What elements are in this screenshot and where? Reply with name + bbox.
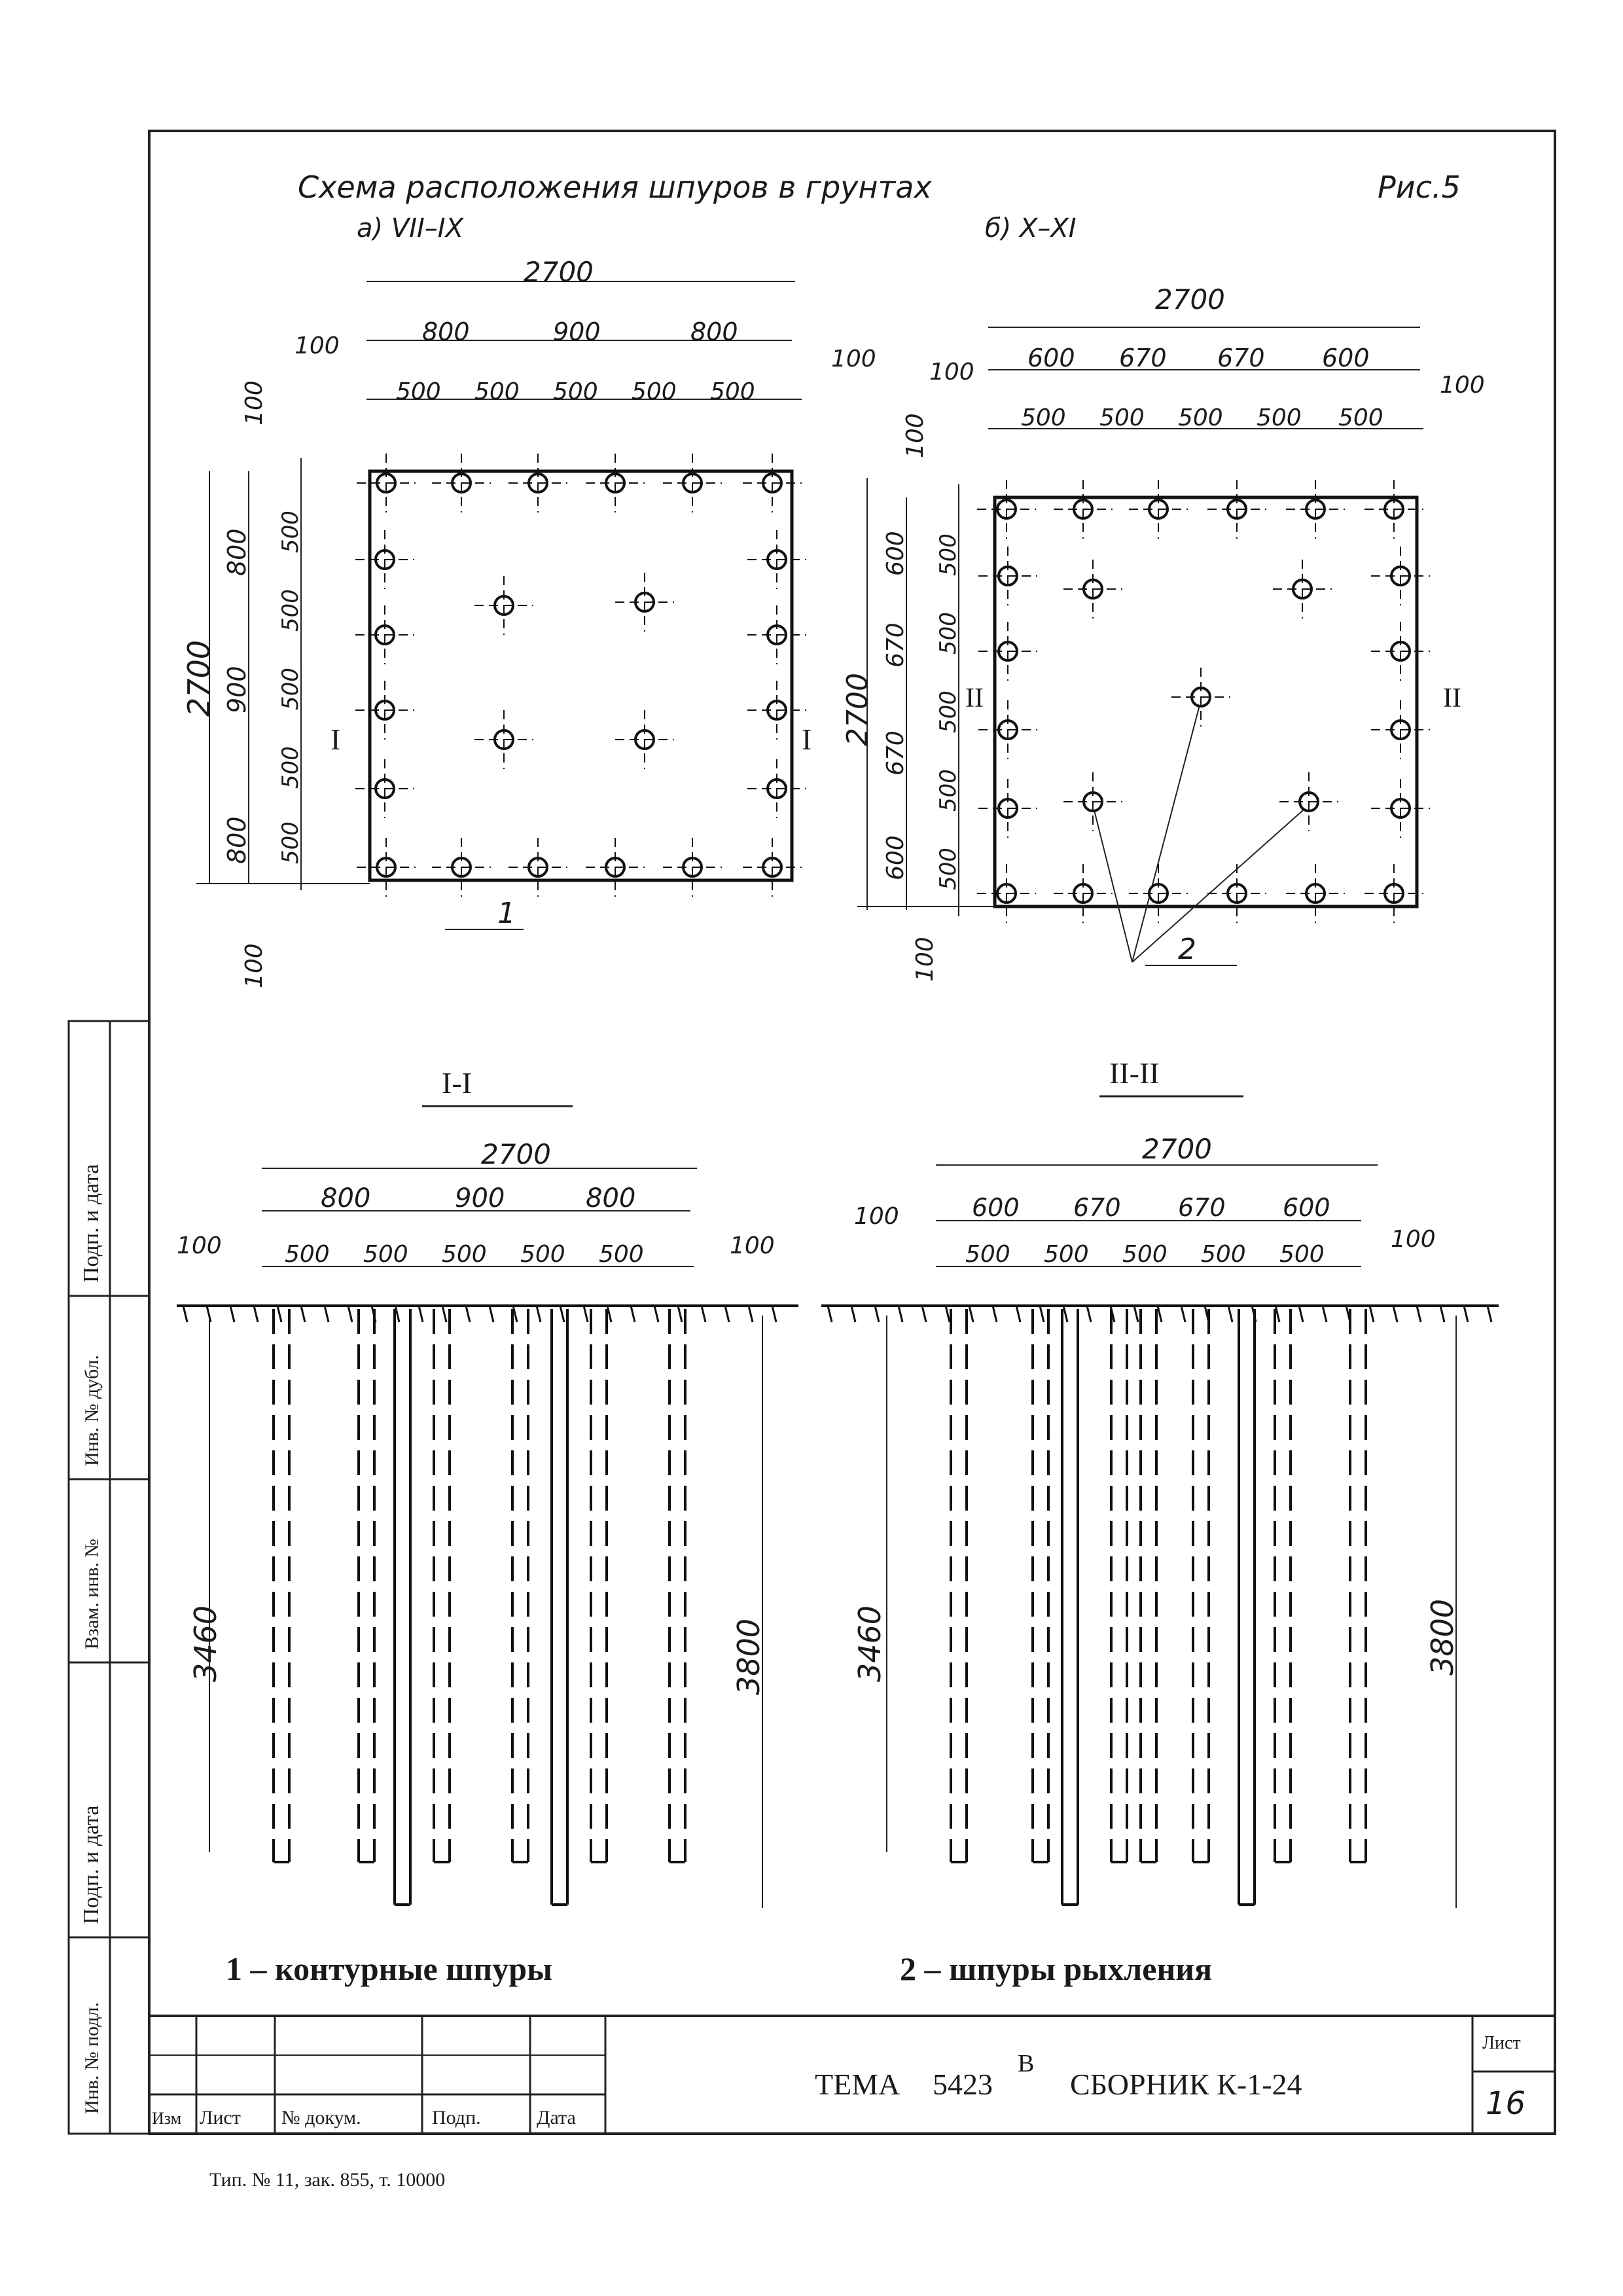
plan-b-contour-hole-left <box>978 779 1037 838</box>
plan-b-contour-hole-left <box>978 622 1037 681</box>
section-a-hole <box>395 1309 410 1905</box>
plan-a-top2-1: 500 <box>474 378 520 405</box>
plan-a-left-overall: 2700 <box>181 639 217 717</box>
plan-a-top2-2: 500 <box>553 378 598 405</box>
plan-a-top2-3: 500 <box>632 378 677 405</box>
ground-hatch-tick <box>851 1306 855 1322</box>
variant-a-label: а) VII–IX <box>357 213 463 243</box>
plan-a-contour-hole-left <box>355 530 414 589</box>
section-a-hole <box>274 1309 289 1862</box>
plan-b-offset-bottom: 100 <box>912 937 938 982</box>
stamp-podp-data-1: Подп. и дата <box>79 1805 103 1924</box>
plan-b-contour-hole-left <box>978 547 1037 605</box>
ground-hatch-tick <box>537 1306 541 1322</box>
plan-b-top2-1: 500 <box>1099 404 1145 431</box>
plan-b-offset-left: 100 <box>929 359 974 386</box>
ground-hatch-tick <box>325 1306 329 1322</box>
ground-hatch-tick <box>772 1306 776 1322</box>
plan-a-contour-hole-right <box>747 759 806 818</box>
plan-b-left2-2: 500 <box>935 691 961 733</box>
section-a-hole <box>591 1309 607 1862</box>
plan-a-contour-hole-right <box>747 530 806 589</box>
ground-hatch-tick <box>1299 1306 1303 1322</box>
plan-a-offset-top: 100 <box>241 380 268 425</box>
plan-a-contour-hole-bottom <box>586 838 645 897</box>
section-b-offset-left: 100 <box>854 1203 899 1230</box>
plan-b-contour-hole-top <box>1207 480 1266 539</box>
ground-hatch-tick <box>725 1306 729 1322</box>
section-b-hole <box>1062 1309 1078 1905</box>
ground-hatch-tick <box>1087 1306 1091 1322</box>
plan-a-loosening-hole <box>474 710 533 769</box>
section-a-depth-long: 3800 <box>731 1618 766 1695</box>
plan-b-left1-2: 670 <box>882 622 909 668</box>
ground-hatch-tick <box>969 1306 973 1322</box>
section-b-hole <box>1239 1309 1255 1905</box>
plan-b-left-overall: 2700 <box>841 673 874 746</box>
section-b <box>821 1056 1499 1908</box>
tb-sheet-no: 16 <box>1486 2085 1526 2122</box>
plan-a-contour-hole-top <box>508 454 567 512</box>
plan-a-contour-hole-left <box>355 759 414 818</box>
ground-hatch-tick <box>993 1306 997 1322</box>
ground-hatch-tick <box>1417 1306 1421 1322</box>
plan-b-contour-hole-top <box>1129 480 1188 539</box>
tb-col-podp: Подп. <box>432 2107 481 2128</box>
stamp-podp-data-2: Подп. и дата <box>79 1164 103 1283</box>
plan-b-loosening-hole <box>1063 560 1122 619</box>
figure-label: Рис.5 <box>1378 170 1461 205</box>
plan-b-contour-hole-left <box>978 700 1037 759</box>
plan-a-contour-hole-top <box>432 454 491 512</box>
section-a-row2-0: 500 <box>285 1241 330 1268</box>
section-a-row1-2: 800 <box>586 1183 636 1213</box>
ground-hatch-tick <box>1181 1306 1185 1322</box>
section-b-offset-right: 100 <box>1391 1226 1436 1253</box>
plan-a-top1-0: 800 <box>422 317 470 346</box>
diagram-title: Схема расположения шпуров в грунтах <box>298 170 932 205</box>
plan-b-contour-hole-right <box>1371 700 1430 759</box>
plan-b-contour-hole-bottom <box>1364 864 1423 923</box>
plan-b-top2-2: 500 <box>1178 404 1223 431</box>
ground-hatch-tick <box>1040 1306 1044 1322</box>
plan-a-callout: 1 <box>497 897 516 930</box>
plan-b-contour-hole-right <box>1371 622 1430 681</box>
section-a-row2-4: 500 <box>599 1241 644 1268</box>
section-a-row1-0: 800 <box>321 1183 371 1213</box>
plan-a-contour-hole-right <box>747 681 806 740</box>
section-a-row2-1: 500 <box>363 1241 408 1268</box>
legend-loosening-holes: 2 – шпуры рыхления <box>900 1950 1213 1987</box>
ground-hatch-tick <box>749 1306 753 1322</box>
plan-a-contour-hole-bottom <box>663 838 722 897</box>
section-b-row2-3: 500 <box>1201 1241 1246 1268</box>
print-footer: Тип. № 11, зак. 855, т. 10000 <box>209 2169 446 2191</box>
section-b-overall: 2700 <box>1142 1133 1212 1165</box>
section-a-hole <box>434 1309 450 1862</box>
plan-a-contour-hole-left <box>355 605 414 664</box>
plan-a-contour-hole-right <box>747 605 806 664</box>
tb-number: 5423 <box>933 2068 993 2101</box>
section-a-offset-right: 100 <box>730 1232 775 1259</box>
section-a-depth-short: 3460 <box>188 1605 223 1682</box>
plan-b-contour-hole-bottom <box>1207 864 1266 923</box>
section-a-overall: 2700 <box>481 1138 551 1170</box>
section-a-hole <box>512 1309 528 1862</box>
plan-a-top2-0: 500 <box>396 378 441 405</box>
ground-hatch-tick <box>348 1306 352 1322</box>
section-b-hole <box>1275 1309 1291 1862</box>
plan-b-loosening-hole <box>1063 772 1122 831</box>
section-a-row1-1: 900 <box>455 1183 505 1213</box>
variant-b-label: б) X–XI <box>985 213 1077 243</box>
ground-hatch-tick <box>183 1306 187 1322</box>
plan-b-left2-0: 500 <box>935 848 961 890</box>
plan-b-left1-1: 670 <box>882 730 909 776</box>
section-a-hole <box>359 1309 374 1862</box>
section-b-row2-1: 500 <box>1044 1241 1089 1268</box>
ground-hatch-tick <box>922 1306 926 1322</box>
ground-hatch-tick <box>1323 1306 1327 1322</box>
plan-b-top1-0: 600 <box>1027 344 1075 372</box>
plan-a-left2-0: 500 <box>277 821 304 864</box>
ground-hatch-tick <box>1393 1306 1397 1322</box>
ground-hatch-tick <box>560 1306 564 1322</box>
plan-a-section-mark-right: I <box>802 723 812 756</box>
tb-col-doc: № докум. <box>281 2107 361 2128</box>
section-b-row1-3: 600 <box>1283 1193 1330 1222</box>
plan-a-contour-hole-bottom <box>432 838 491 897</box>
plan-b-loosening-hole <box>1279 772 1338 831</box>
ground-hatch-tick <box>899 1306 902 1322</box>
plan-a-left1-1: 900 <box>223 666 251 713</box>
plan-a-contour-hole-bottom <box>508 838 567 897</box>
plan-b <box>841 283 1485 982</box>
ground-hatch-tick <box>631 1306 635 1322</box>
plan-b-left2-4: 500 <box>935 533 961 576</box>
section-a-row2-2: 500 <box>442 1241 487 1268</box>
ground-hatch-tick <box>946 1306 950 1322</box>
ground-hatch-tick <box>277 1306 281 1322</box>
section-a-hole <box>669 1309 685 1862</box>
plan-b-top1-2: 670 <box>1217 344 1265 372</box>
section-a-row2-3: 500 <box>520 1241 565 1268</box>
tb-col-data: Дата <box>537 2107 576 2128</box>
plan-b-left2-3: 500 <box>935 612 961 655</box>
stamp-inv-dubl: Инв. № дубл. <box>81 1355 103 1466</box>
ground-hatch-tick <box>419 1306 423 1322</box>
ground-hatch-tick <box>828 1306 832 1322</box>
plan-a-left2-2: 500 <box>277 668 304 710</box>
plan-a-top2-4: 500 <box>710 378 755 405</box>
plan-a-contour-hole-top <box>586 454 645 512</box>
ground-hatch-tick <box>490 1306 493 1322</box>
section-b-hole <box>1111 1309 1127 1862</box>
plan-b-top2-0: 500 <box>1021 404 1066 431</box>
plan-a-left2-3: 500 <box>277 589 304 632</box>
ground-hatch-tick <box>254 1306 258 1322</box>
plan-b-left2-1: 500 <box>935 769 961 812</box>
plan-a-contour-hole-left <box>355 681 414 740</box>
ground-hatch-tick <box>702 1306 705 1322</box>
title-block <box>149 2016 1555 2134</box>
plan-a-offset-left: 100 <box>294 332 340 359</box>
ground-hatch-tick <box>1464 1306 1468 1322</box>
tb-sheet-label: Лист <box>1482 2033 1521 2053</box>
ground-hatch-tick <box>301 1306 305 1322</box>
plan-b-contour-hole-top <box>977 480 1036 539</box>
section-a-hole <box>552 1309 567 1905</box>
plan-a-loosening-hole <box>615 573 674 632</box>
plan-b-contour-hole-bottom <box>977 864 1036 923</box>
plan-b-section-mark-left: II <box>965 683 984 713</box>
plan-b-left1-0: 600 <box>882 835 909 880</box>
drawing-frame <box>149 131 1555 2134</box>
ground-hatch-tick <box>654 1306 658 1322</box>
plan-a-loosening-hole <box>474 576 533 635</box>
section-b-depth-long: 3800 <box>1425 1598 1460 1676</box>
plan-b-overall: 2700 <box>1155 283 1225 315</box>
ground-hatch-tick <box>1488 1306 1491 1322</box>
plan-a <box>181 256 876 988</box>
section-b-hole <box>951 1309 967 1862</box>
ground-hatch-tick <box>1370 1306 1374 1322</box>
section-b-row1-2: 670 <box>1178 1193 1226 1222</box>
plan-b-callout: 2 <box>1178 933 1196 966</box>
section-b-title: II-II <box>1109 1056 1160 1090</box>
plan-a-top1-1: 900 <box>553 317 601 346</box>
plan-b-loosening-hole <box>1273 560 1332 619</box>
plan-b-contour-hole-bottom <box>1129 864 1188 923</box>
plan-b-top2-3: 500 <box>1257 404 1302 431</box>
ground-hatch-tick <box>1016 1306 1020 1322</box>
ground-hatch-tick <box>584 1306 588 1322</box>
plan-a-left1-2: 800 <box>223 528 251 576</box>
plan-a-contour-hole-top <box>357 454 416 512</box>
plan-b-contour-hole-top <box>1364 480 1423 539</box>
plan-a-contour-hole-top <box>663 454 722 512</box>
plan-b-offset-top: 100 <box>902 413 929 458</box>
legend-contour-holes: 1 – контурные шпуры <box>226 1950 553 1987</box>
plan-a-top1-2: 800 <box>690 317 738 346</box>
tb-col-izm: Изм <box>152 2109 182 2128</box>
tb-collection: СБОРНИК К-1-24 <box>1070 2068 1302 2101</box>
plan-a-left2-4: 500 <box>277 511 304 553</box>
ground-hatch-tick <box>1063 1306 1067 1322</box>
ground-hatch-tick <box>442 1306 446 1322</box>
plan-b-top1-3: 600 <box>1322 344 1370 372</box>
ground-hatch-tick <box>466 1306 470 1322</box>
plan-a-left1-0: 800 <box>223 816 251 864</box>
plan-b-contour-hole-bottom <box>1054 864 1113 923</box>
ground-hatch-tick <box>1134 1306 1138 1322</box>
plan-b-contour-hole-top <box>1054 480 1113 539</box>
stamp-inv-podl: Инв. № подл. <box>81 2002 103 2114</box>
section-b-hole <box>1033 1309 1048 1862</box>
plan-a-outline <box>370 471 792 880</box>
plan-b-top1-1: 670 <box>1119 344 1167 372</box>
plan-a-offset-bottom: 100 <box>241 943 268 988</box>
section-b-hole <box>1350 1309 1366 1862</box>
plan-a-overall: 2700 <box>524 256 594 288</box>
section-b-row2-2: 500 <box>1122 1241 1168 1268</box>
plan-b-contour-hole-right <box>1371 779 1430 838</box>
section-b-depth-short: 3460 <box>852 1605 887 1682</box>
ground-hatch-tick <box>1158 1306 1162 1322</box>
plan-b-loosening-hole <box>1171 668 1230 726</box>
side-stamp <box>69 1021 149 2134</box>
ground-hatch-tick <box>1228 1306 1232 1322</box>
section-a <box>177 1066 798 1908</box>
plan-a-section-mark-left: I <box>330 723 341 756</box>
ground-hatch-tick <box>678 1306 682 1322</box>
tb-col-list: Лист <box>200 2107 241 2128</box>
ground-hatch-tick <box>1440 1306 1444 1322</box>
tb-superscript: В <box>1018 2050 1035 2077</box>
plan-a-left2-1: 500 <box>277 746 304 789</box>
section-b-row1-0: 600 <box>972 1193 1020 1222</box>
ground-hatch-tick <box>230 1306 234 1322</box>
plan-b-contour-hole-bottom <box>1286 864 1345 923</box>
tb-tema: ТЕМА <box>815 2068 901 2101</box>
plan-b-section-mark-right: II <box>1443 683 1461 713</box>
plan-b-left1-3: 600 <box>882 531 909 576</box>
section-b-hole <box>1193 1309 1209 1862</box>
plan-a-contour-hole-bottom <box>357 838 416 897</box>
plan-b-offset-right: 100 <box>1440 372 1485 399</box>
plan-a-loosening-hole <box>615 710 674 769</box>
stamp-vzam-inv: Взам. инв. № <box>81 1538 103 1649</box>
plan-b-contour-hole-right <box>1371 547 1430 605</box>
plan-b-top2-4: 500 <box>1338 404 1383 431</box>
section-b-hole <box>1141 1309 1156 1862</box>
section-b-row1-1: 670 <box>1073 1193 1121 1222</box>
plan-a-offset-right: 100 <box>831 346 876 372</box>
plan-b-contour-hole-top <box>1286 480 1345 539</box>
ground-hatch-tick <box>875 1306 879 1322</box>
section-b-row2-0: 500 <box>965 1241 1010 1268</box>
section-a-offset-left: 100 <box>177 1232 222 1259</box>
section-b-row2-4: 500 <box>1279 1241 1325 1268</box>
section-a-title: I-I <box>442 1066 472 1100</box>
